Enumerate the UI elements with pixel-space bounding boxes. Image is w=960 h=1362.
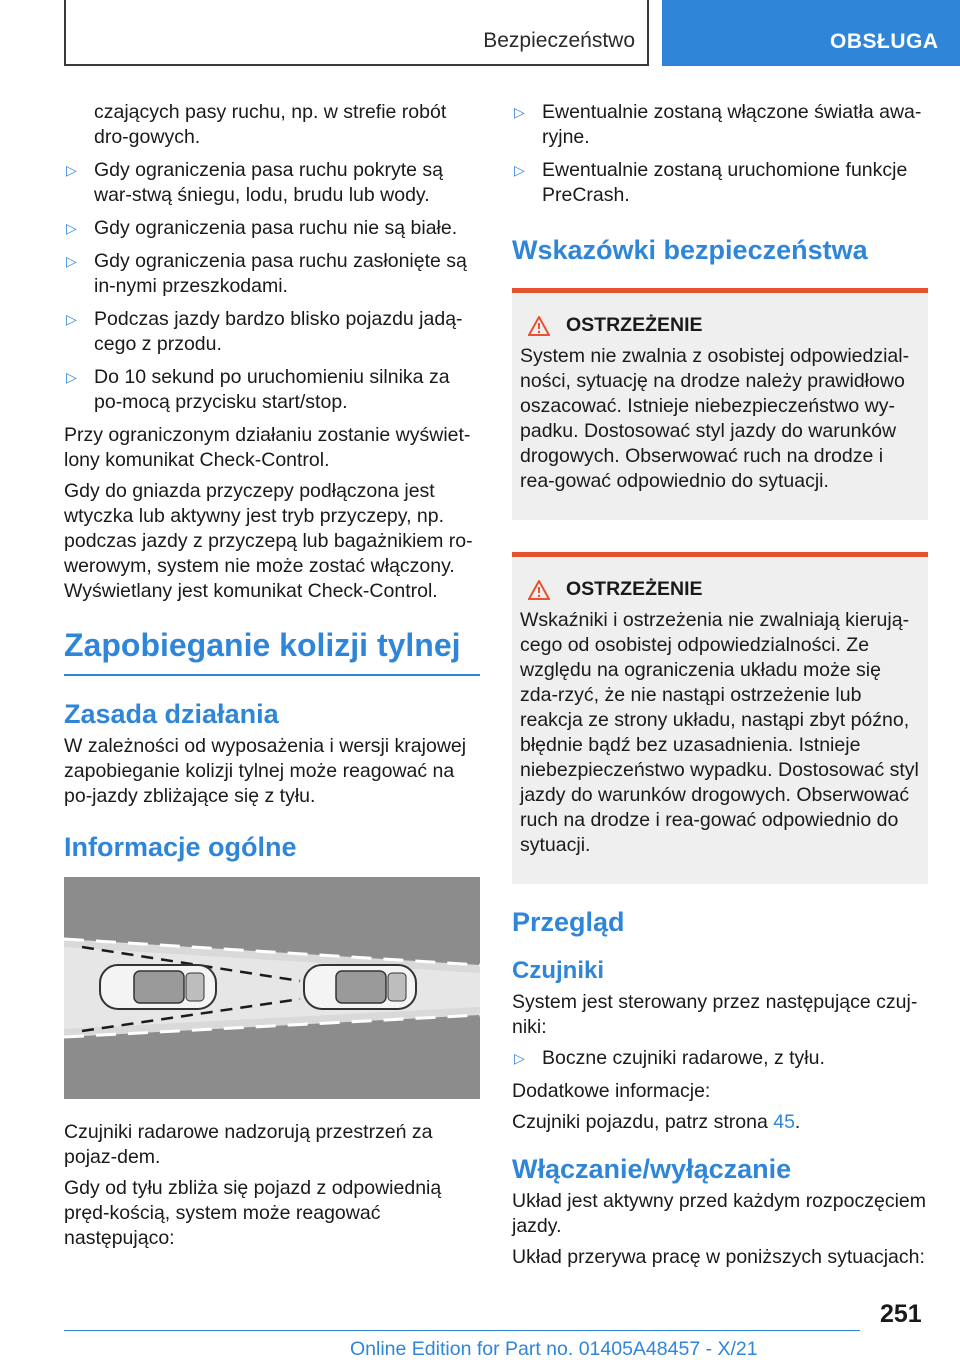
list-item: ▷ Boczne czujniki radarowe, z tyłu. [514, 1047, 825, 1069]
subsection-heading: Czujniki [512, 957, 605, 984]
paragraph: Gdy do gniazda przyczepy podłączona jest wtyczka lub aktywny jest tryb przyczepy, np. podczas jazdy z przyczepą lub bagażnikiem ro-werowym, system nie może zostać włączony. Wyświetlany jest komunikat Check-Control. [64, 480, 473, 602]
warning-text: System nie zwalnia z osobistej odpowiedzial-ności, sytuację na drodze należy prawidłowo oszacować. Istnieje niebezpieczeństwo wy-padku. Dostosować styl jazdy do warunków drogowych. Obserwować ruch na drodze i rea-gować odpowiednio do sytuacji. [520, 345, 910, 492]
triangle-bullet-icon: ▷ [514, 1050, 525, 1066]
header-section-title: Bezpieczeństwo [483, 29, 635, 52]
header-tab[interactable] [662, 0, 960, 66]
warning-box [512, 288, 928, 520]
triangle-bullet-icon: ▷ [514, 162, 525, 178]
paragraph: Gdy od tyłu zbliża się pojazd z odpowiednią pręd-kością, system może reagować następująco: [64, 1177, 442, 1249]
left-column [64, 100, 480, 1257]
warning-title: OSTRZEŻENIE [566, 314, 703, 336]
paragraph: Układ przerywa pracę w poniższych sytuacjach: [512, 1246, 925, 1268]
section-heading: Informacje ogólne [64, 832, 297, 862]
warning-triangle-icon [528, 580, 550, 600]
right-column [512, 100, 928, 1276]
list-item: ▷ Ewentualnie zostaną włączone światła awa-ryjne. [514, 101, 922, 148]
rear-collision-radar-illustration [64, 877, 480, 1099]
chapter-title: Zapobieganie kolizji tylnej [64, 626, 480, 676]
triangle-bullet-icon: ▷ [66, 162, 77, 178]
warning-text: Wskaźniki i ostrzeżenia nie zwalniają kierują-cego od osobistej odpowiedzialności. Ze względu na ograniczenia układu może się zda-rzyć, że nie nastąpi ostrzeżenie lub reakcja ze strony układu, nastąpi zbyt późno, błędnie bądź bez uzasadnienia. Istnieje niebezpieczeństwo wypadku. Dostosować styl jazdy do warunków drogowych. Obserwować ruch na drodze i rea-gować odpowiednio do sytuacji. [520, 609, 919, 856]
triangle-bullet-icon: ▷ [514, 104, 525, 120]
list-item: ▷ Podczas jazdy bardzo blisko pojazdu jadą-cego z przodu. [66, 308, 463, 355]
list-item: ▷ Gdy ograniczenia pasa ruchu zasłonięte są in-nymi przeszkodami. [66, 250, 467, 297]
list-item: ▷ Gdy ograniczenia pasa ruchu pokryte są war-stwą śniegu, lodu, brudu lub wody. [66, 159, 444, 206]
warning-title: OSTRZEŻENIE [566, 578, 703, 600]
footer-edition: Online Edition for Part no. 01405A48457 - X/21 [350, 1338, 758, 1360]
list-item: ▷ Do 10 sekund po uruchomieniu silnika za po-mocą przycisku start/stop. [66, 366, 450, 413]
section-heading: Przegląd [512, 907, 625, 937]
paragraph: System jest sterowany przez następujące czuj-niki: [512, 991, 918, 1038]
car-front [304, 965, 416, 1009]
paragraph-reference: Czujniki pojazdu, patrz strona 45. [512, 1111, 801, 1133]
paragraph: Przy ograniczonym działaniu zostanie wyświet-lony komunikat Check-Control. [64, 424, 471, 471]
warning-box [512, 552, 928, 884]
triangle-bullet-icon: ▷ [66, 253, 77, 269]
warning-triangle-icon [528, 316, 550, 336]
header-section-box [64, 0, 649, 66]
section-heading: Włączanie/wyłączanie [512, 1154, 792, 1184]
continued-bullet-text: czających pasy ruchu, np. w strefie robót dro-gowych. [94, 101, 447, 148]
paragraph: Układ jest aktywny przed każdym rozpoczęciem jazdy. [512, 1190, 926, 1237]
triangle-bullet-icon: ▷ [66, 311, 77, 327]
list-item: ▷ Ewentualnie zostaną uruchomione funkcje PreCrash. [514, 159, 908, 206]
footer-divider [64, 1330, 860, 1331]
paragraph: Dodatkowe informacje: [512, 1080, 711, 1102]
section-heading: Zasada działania [64, 699, 279, 729]
car-rear [100, 965, 216, 1009]
page-number: 251 [880, 1300, 922, 1328]
triangle-bullet-icon: ▷ [66, 220, 77, 236]
paragraph: W zależności od wyposażenia i wersji krajowej zapobieganie kolizji tylnej może reagować na po-jazdy zbliżające się z tyłu. [64, 735, 467, 807]
header-tab-label: OBSŁUGA [830, 30, 939, 53]
paragraph: Czujniki radarowe nadzorują przestrzeń za pojaz-dem. [64, 1121, 433, 1168]
list-item: ▷ Gdy ograniczenia pasa ruchu nie są białe. [66, 217, 458, 239]
triangle-bullet-icon: ▷ [66, 369, 77, 385]
section-heading: Wskazówki bezpieczeństwa [512, 235, 868, 265]
page-reference-link[interactable]: 45 [773, 1111, 795, 1133]
